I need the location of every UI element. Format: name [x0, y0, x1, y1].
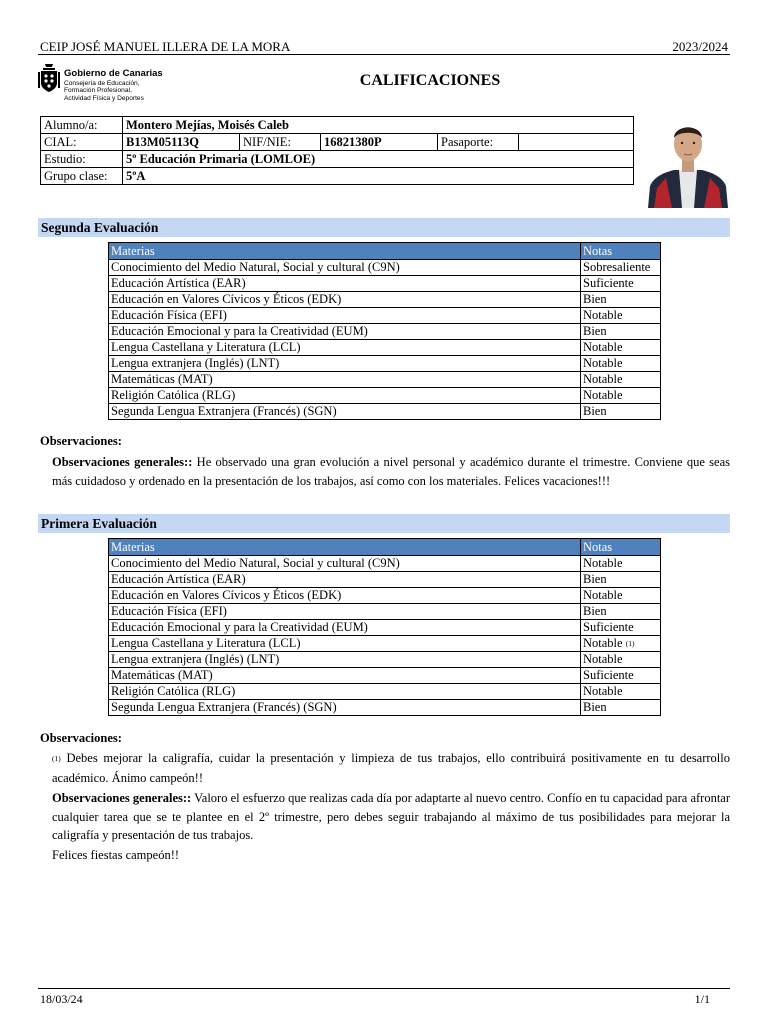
student-photo	[648, 114, 728, 208]
nota-cell: Notable	[581, 388, 661, 404]
materia-cell: Religión Católica (RLG)	[109, 684, 581, 700]
nota-cell	[581, 620, 661, 636]
materia-cell: Lengua Castellana y Literatura (LCL)	[109, 636, 581, 652]
estudio-value: 5º Educación Primaria (LOMLOE)	[123, 151, 634, 168]
table-row	[109, 324, 661, 340]
pasaporte-value	[519, 134, 634, 151]
table-row	[109, 668, 661, 684]
materia-cell: Religión Católica (RLG)	[109, 388, 581, 404]
materia-cell: Matemáticas (MAT)	[109, 668, 581, 684]
obs-general-text: He observado una gran evolución a nivel personal y académico durante el trimestre. Conviene que seas más cuidadoso y ordenado en la presentación de los trabajos, así como con los materiales. Felices vacaciones!!!	[52, 455, 730, 488]
coat-of-arms-icon	[38, 62, 60, 96]
table-row	[109, 684, 661, 700]
materia-cell: Educación Física (EFI)	[109, 604, 581, 620]
logo-subtitle: Consejería de Educación, Formación Profesional, Actividad Física y Deportes	[64, 80, 144, 102]
logo-title: Gobierno de Canarias	[64, 68, 163, 79]
nota-value: Notable	[583, 636, 623, 650]
nota-cell	[581, 572, 661, 588]
nota-value: Bien	[583, 604, 607, 618]
page-number: 1/1	[694, 992, 710, 1006]
table-row	[109, 340, 661, 356]
nota-value: Notable	[583, 556, 623, 570]
materia-cell: Lengua extranjera (Inglés) (LNT)	[109, 356, 581, 372]
segunda-observaciones-generales	[52, 453, 730, 490]
segunda-evaluacion-heading: Segunda Evaluación	[38, 218, 730, 237]
materia-cell: Segunda Lengua Extranjera (Francés) (SGN)	[109, 700, 581, 716]
nota-cell	[581, 556, 661, 572]
table-row	[109, 556, 661, 572]
gobierno-canarias-logo	[38, 60, 178, 104]
materia-cell: Segunda Lengua Extranjera (Francés) (SGN)	[109, 404, 581, 420]
table-row	[109, 636, 661, 652]
nota-cell: Notable	[581, 340, 661, 356]
nota-value: Notable	[583, 684, 623, 698]
footnote-mark: (1)	[52, 754, 61, 763]
closing-note: Felices fiestas campeón!!	[52, 848, 180, 862]
table-row	[109, 572, 661, 588]
nota-cell: Sobresaliente	[581, 260, 661, 276]
alumno-label: Alumno/a:	[41, 117, 123, 134]
nota-cell: Notable	[581, 372, 661, 388]
table-row	[109, 620, 661, 636]
materia-cell: Conocimiento del Medio Natural, Social y cultural (C9N)	[109, 556, 581, 572]
materias-header: Materias	[109, 539, 581, 556]
estudio-label: Estudio:	[41, 151, 123, 168]
nota-cell: Bien	[581, 324, 661, 340]
nota-cell	[581, 700, 661, 716]
nota-cell: Suficiente	[581, 276, 661, 292]
table-row	[109, 588, 661, 604]
materia-cell: Lengua Castellana y Literatura (LCL)	[109, 340, 581, 356]
alumno-value: Montero Mejías, Moisés Caleb	[123, 117, 634, 134]
school-year: 2023/2024	[672, 39, 728, 54]
table-row	[109, 308, 661, 324]
table-row	[109, 260, 661, 276]
materia-cell: Educación Física (EFI)	[109, 308, 581, 324]
nota-cell	[581, 652, 661, 668]
segunda-grades-table	[108, 242, 661, 420]
footer-divider	[38, 988, 730, 989]
table-row	[109, 292, 661, 308]
nota-value: Notable	[583, 652, 623, 666]
nota-cell	[581, 636, 661, 652]
materia-cell: Lengua extranjera (Inglés) (LNT)	[109, 652, 581, 668]
table-row	[109, 372, 661, 388]
notas-header: Notas	[581, 243, 661, 260]
table-row	[109, 604, 661, 620]
primera-footnote	[52, 749, 730, 787]
nota-cell	[581, 588, 661, 604]
nota-cell	[581, 684, 661, 700]
materia-cell: Educación Artística (EAR)	[109, 276, 581, 292]
grupo-value: 5ºA	[123, 168, 634, 185]
materia-cell: Educación Emocional y para la Creatividad (EUM)	[109, 324, 581, 340]
nota-value: Bien	[583, 700, 607, 714]
obs-general-text: Valoro el esfuerzo que realizas cada día por adaptarte al nuevo centro. Confío en tu capacidad para afrontar cualquier tarea que se te plantee en el 2º trimestre, pero debes seguir trabajando al máximo de tus posibilidades para mejorar la caligrafía y presentación de tus trabajos.	[52, 791, 730, 842]
nota-cell: Notable	[581, 308, 661, 324]
cial-value: B13M05113Q	[123, 134, 240, 151]
nota-cell	[581, 668, 661, 684]
nota-cell: Bien	[581, 292, 661, 308]
table-row	[109, 652, 661, 668]
notas-header: Notas	[581, 539, 661, 556]
footer-date: 18/03/24	[40, 992, 83, 1006]
student-info-table	[40, 116, 634, 185]
grupo-label: Grupo clase:	[41, 168, 123, 185]
header-divider	[38, 54, 730, 55]
segunda-observaciones-label: Observaciones:	[40, 434, 122, 448]
nif-label: NIF/NIE:	[240, 134, 321, 151]
obs-general-label: Observaciones generales::	[52, 791, 192, 805]
nota-cell: Bien	[581, 404, 661, 420]
school-name: CEIP JOSÉ MANUEL ILLERA DE LA MORA	[40, 39, 291, 54]
nota-value: Suficiente	[583, 668, 634, 682]
materia-cell: Matemáticas (MAT)	[109, 372, 581, 388]
table-row	[109, 700, 661, 716]
nota-cell: Notable	[581, 356, 661, 372]
cial-label: CIAL:	[41, 134, 123, 151]
materia-cell: Conocimiento del Medio Natural, Social y cultural (C9N)	[109, 260, 581, 276]
footnote-text: Debes mejorar la caligrafía, cuidar la presentación y limpieza de tus trabajos, ello contribuirá positivamente en tu desarrollo académico. Ánimo campeón!!	[52, 751, 731, 785]
primera-evaluacion-heading: Primera Evaluación	[38, 514, 730, 533]
table-row	[109, 404, 661, 420]
table-row	[109, 388, 661, 404]
materia-cell: Educación Artística (EAR)	[109, 572, 581, 588]
primera-observaciones-generales	[52, 789, 730, 845]
nif-value: 16821380P	[321, 134, 438, 151]
nota-value: Notable	[583, 588, 623, 602]
materia-cell: Educación Emocional y para la Creatividad (EUM)	[109, 620, 581, 636]
materias-header: Materias	[109, 243, 581, 260]
nota-value: Bien	[583, 572, 607, 586]
nota-value: Suficiente	[583, 620, 634, 634]
materia-cell: Educación en Valores Cívicos y Éticos (EDK)	[109, 588, 581, 604]
footnote-mark: (1)	[625, 639, 635, 648]
primera-grades-table	[108, 538, 661, 716]
obs-general-label: Observaciones generales::	[52, 455, 193, 469]
nota-cell	[581, 604, 661, 620]
pasaporte-label: Pasaporte:	[438, 134, 519, 151]
table-row	[109, 356, 661, 372]
page-title: CALIFICACIONES	[359, 72, 501, 89]
materia-cell: Educación en Valores Cívicos y Éticos (EDK)	[109, 292, 581, 308]
primera-observaciones-label: Observaciones:	[40, 731, 122, 745]
table-row	[109, 276, 661, 292]
